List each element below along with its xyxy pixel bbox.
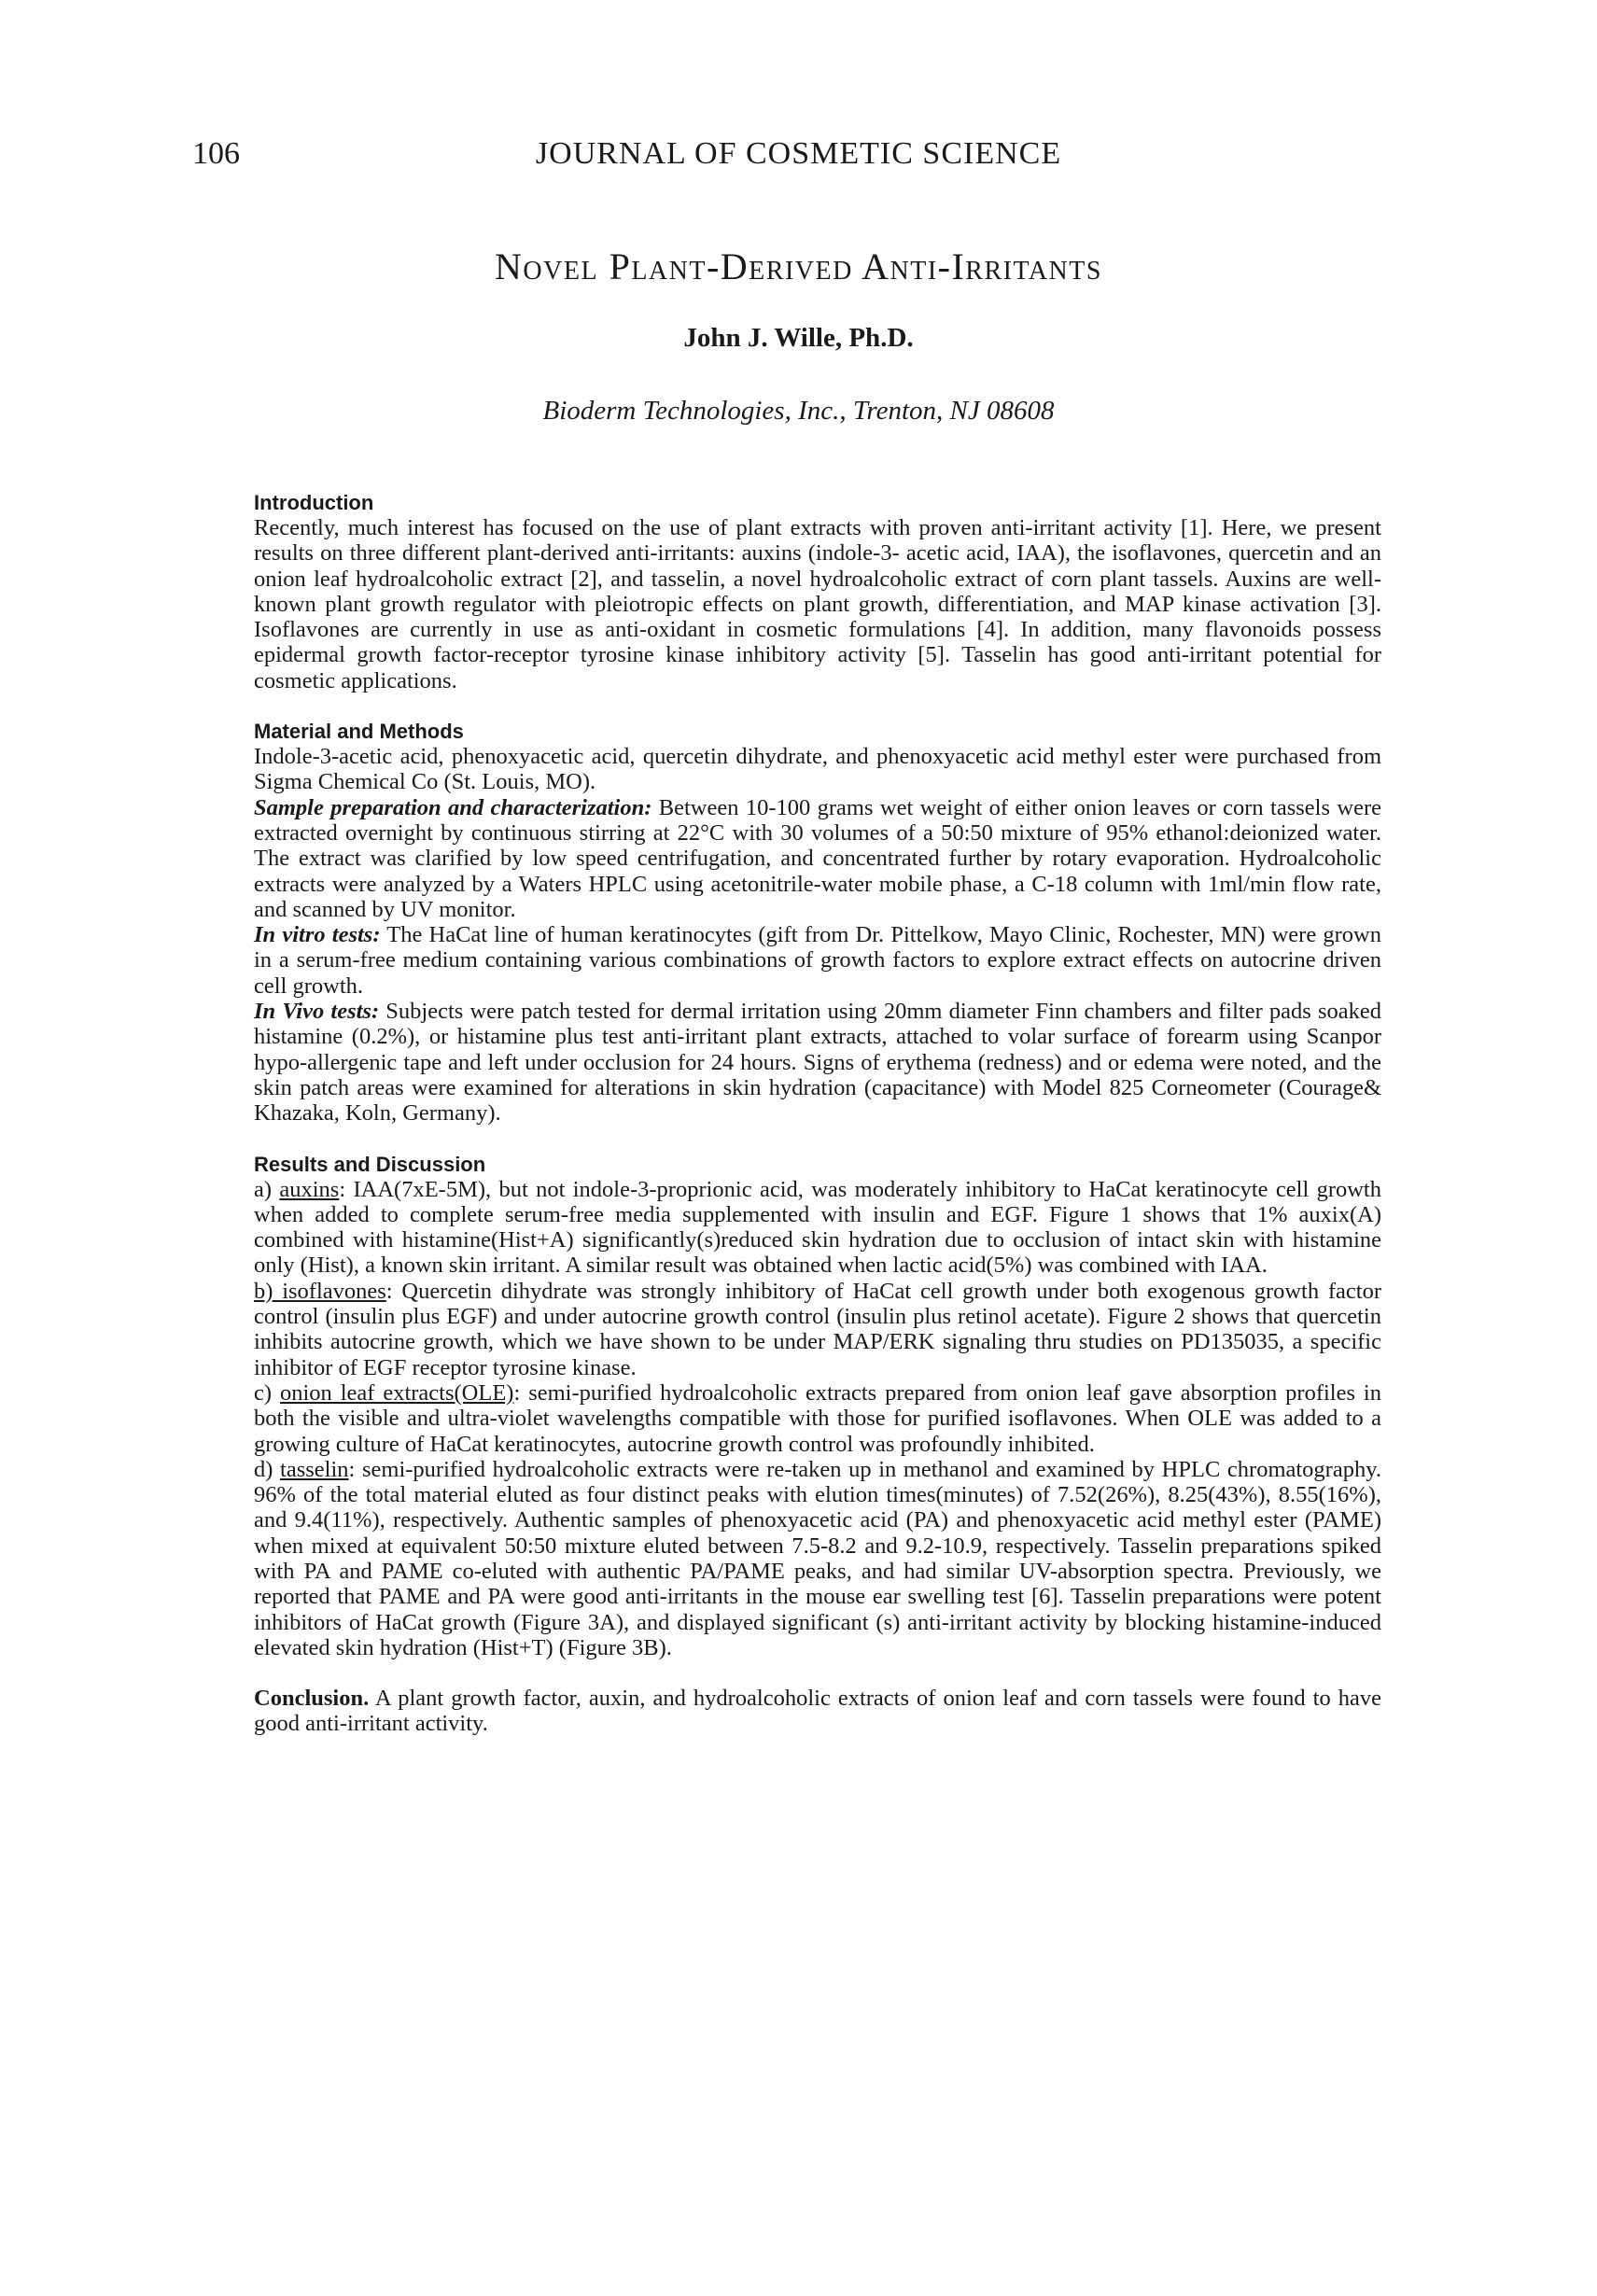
conclusion-label: Conclusion. [254,1686,370,1712]
introduction-paragraph: Recently, much interest has focused on the use of plant extracts with proven anti-irritant activity [1]. Here, we present results on three different plant-derived anti-irritants: auxins (indole-3- acetic acid, IAA), the isoflavones, quercetin and an onion leaf hydroalcoholic extract [2], and tasselin, a novel hydroalcoholic extract of corn plant tassels. Auxins are well-known plant growth regulator with pleiotropic effects on plant growth, differentiation, and MAP kinase activation [3]. Isoflavones are currently in use as anti-oxidant in cosmetic formulations [4]. In addition, many flavonoids possess epidermal growth factor-receptor tyrosine kinase inhibitory activity [5]. Tasselin has good anti-irritant potential for cosmetic applications. [254,515,1381,693]
sample-preparation-label: Sample preparation and characterization: [254,794,652,820]
sample-preparation-paragraph [254,795,1381,922]
in-vivo-text: Subjects were patch tested for dermal irritation using 20mm diameter Finn chambers and filter pads soaked histamine (0.2%), or histamine plus test anti-irritant plant extracts, attached to volar surface of forearm using Scanpor hypo-allergenic tape and left under occlusion for 24 hours. Signs of erythema (redness) and or edema were noted, and the skin patch areas were examined for alterations in skin hydration (capacitance) with Model 825 Corneometer (Courage& Khazaka, Koln, Germany). [254,999,1382,1127]
methods-section [254,719,1381,1126]
isoflavones-prefix: b) [254,1278,273,1304]
results-isoflavones-paragraph [254,1279,1381,1380]
sample-preparation-text: Between 10-100 grams wet weight of either onion leaves or corn tassels were extracted overnight by continuous stirring at 22°C with 30 volumes of a 50:50 mixture of 95% ethanol:deionized water. The extract was clarified by low speed centrifugation, and concentrated further by rotary evaporation. Hydroalcoholic extracts were analyzed by a Waters HPLC using acetonitrile-water mobile phase, a C-18 column with 1ml/min flow rate, and scanned by UV monitor. [254,794,1381,922]
in-vivo-label: In Vivo tests: [254,999,380,1025]
isoflavones-label: isoflavones [273,1278,386,1304]
results-heading: Results and Discussion [254,1152,486,1176]
introduction-heading: Introduction [254,491,374,514]
tasselin-prefix: d) [254,1456,281,1482]
in-vitro-paragraph [254,922,1381,999]
methods-heading: Material and Methods [254,720,464,744]
journal-title: JOURNAL OF COSMETIC SCIENCE [535,136,1062,171]
in-vivo-paragraph [254,999,1381,1126]
in-vitro-text: The HaCat line of human keratinocytes (gift from Dr. Pittelkow, Mayo Clinic, Rochester, MN) were grown in a serum-free medium containing various combinations of growth factors to explore extract effects on autocrine driven cell growth. [254,922,1381,999]
tasselin-label: tasselin [280,1456,349,1482]
page-number: 106 [192,136,240,171]
results-onion-paragraph [254,1380,1381,1457]
auxins-prefix: a) [254,1176,280,1202]
introduction-section [254,490,1381,693]
author-name: John J. Wille, Ph.D. [683,323,914,353]
in-vitro-label: In vitro tests: [254,922,381,948]
results-tasselin-paragraph [254,1457,1381,1660]
results-section [254,1152,1381,1661]
auxins-label: auxins [279,1176,340,1202]
conclusion-paragraph [254,1686,1381,1737]
onion-label: onion leaf extracts(OLE) [279,1379,514,1406]
author-affiliation: Bioderm Technologies, Inc., Trenton, NJ 08608 [542,396,1055,426]
running-head [0,131,1597,177]
article-body [254,490,1381,1737]
onion-prefix: c) [254,1379,280,1406]
results-auxins-paragraph [254,1177,1381,1279]
onion-text: : semi-purified hydroalcoholic extracts prepared from onion leaf gave absorption profiles in both the visible and ultra-violet wavelengths compatible with those for purified isoflavones. When OLE was added to a growing culture of HaCat keratinocytes, autocrine growth control was profoundly inhibited. [254,1379,1381,1457]
tasselin-text: : semi-purified hydroalcoholic extracts were re-taken up in methanol and examined by HPLC chromatography. 96% of the total material eluted as four distinct peaks with elution times(minutes) of 7.52(26%), 8.25(43%), 8.55(16%), and 9.4(11%), respectively. Authentic samples of phenoxyacetic acid (PA) and phenoxyacetic acid methyl ester (PAME) when mixed at equivalent 50:50 mixture eluted between 7.5-8.2 and 9.2-10.9, respectively. Tasselin preparations spiked with PA and PAME co-eluted with authentic PA/PAME peaks, and had similar UV-absorption spectra. Previously, we reported that PAME and PA were good anti-irritants in the mouse ear swelling test [6]. Tasselin preparations were potent inhibitors of HaCat growth (Figure 3A), and displayed significant (s) anti-irritant activity by blocking histamine-induced elevated skin hydration (Hist+T) (Figure 3B). [254,1456,1381,1660]
conclusion-text: A plant growth factor, auxin, and hydroalcoholic extracts of onion leaf and corn tassels were found to have good anti-irritant activity. [254,1686,1381,1737]
conclusion-section [254,1686,1381,1737]
methods-intro-paragraph: Indole-3-acetic acid, phenoxyacetic acid, quercetin dihydrate, and phenoxyacetic acid methyl ester were purchased from Sigma Chemical Co (St. Louis, MO). [254,744,1381,795]
auxins-text: : IAA(7xE-5M), but not indole-3-proprionic acid, was moderately inhibitory to HaCat keratinocyte cell growth when added to complete serum-free media supplemented with insulin and EGF. Figure 1 shows that 1% auxix(A) combined with histamine(Hist+A) significantly(s)reduced skin hydration due to occlusion of intact skin with histamine only (Hist), a known skin irritant. A similar result was obtained when lactic acid(5%) was combined with IAA. [254,1176,1381,1279]
article-title: Novel Plant-Derived Anti-Irritants [495,245,1102,287]
isoflavones-text: : Quercetin dihydrate was strongly inhibitory of HaCat cell growth under both exogenous growth factor control (insulin plus EGF) and under autocrine growth control (insulin plus retinol acetate). Figure 2 shows that quercetin inhibits autocrine growth, which we have shown to be under MAP/ERK signaling thru studies on PD135035, a specific inhibitor of EGF receptor tyrosine kinase. [254,1278,1382,1380]
